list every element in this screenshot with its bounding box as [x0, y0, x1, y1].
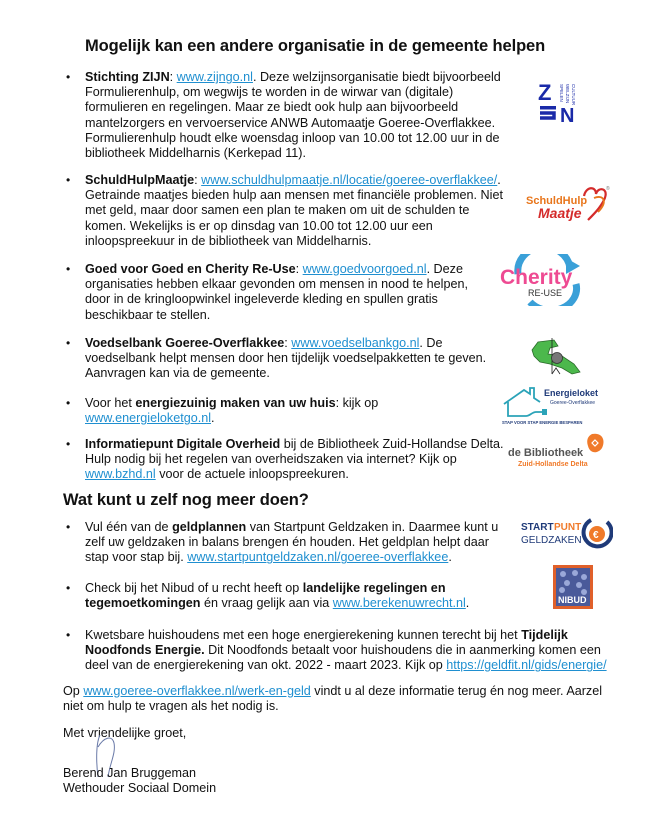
org-name: Informatiepunt Digitale Overheid	[85, 437, 281, 451]
section-heading-self-help: Wat kunt u zelf nog meer doen?	[63, 491, 309, 509]
svg-text:NIBUD: NIBUD	[558, 595, 587, 605]
svg-text:STAP VOOR STAP ENERGIE BESPARE: STAP VOOR STAP ENERGIE BESPAREN	[502, 420, 583, 425]
svg-text:PUNT: PUNT	[554, 522, 582, 533]
closing-paragraph: Op www.goeree-overflakkee.nl/werk-en-geld vindt u al deze informatie terug én nog meer. Aarzel niet om hulp te vragen als het nodig is.	[63, 684, 603, 714]
svg-text:GELDZAKEN: GELDZAKEN	[521, 535, 582, 546]
list-item-informatiepunt: • Informatiepunt Digitale Overheid bij de Bibliotheek Zuid-Hollandse Delta. Hulp nodig bij het regelen van overheidszaken via internet? Kijk op www.bzhd.nl voor de actuele inloopspreekuren.	[66, 437, 504, 482]
section-heading-organisations: Mogelijk kan een andere organisatie in de gemeente helpen	[85, 37, 546, 55]
org-name: Voedselbank Goeree-Overflakkee	[85, 336, 285, 350]
cherity-reuse-logo	[500, 254, 586, 306]
nibud-logo	[553, 565, 593, 609]
link-berekenuwrecht[interactable]: www.berekenuwrecht.nl	[332, 596, 466, 611]
link-goeree-overflakkee-werk-en-geld[interactable]: www.goeree-overflakkee.nl/werk-en-geld	[83, 684, 311, 698]
link-geldfit[interactable]: https://geldfit.nl/gids/energie/	[446, 658, 607, 673]
list-item-schuldhulpmaatje: • SchuldHulpMaatje: www.schuldhulpmaatje.nl/locatie/goeree-overflakkee/. Getrainde maatjes bieden hulp aan mensen met financiële problemen. Niet met geld, maar door samen een plan te maken om uit de schulden te komen. Wekelijks is er op dinsdag van 10.00 tot 12.00 uur een inloopspreekuur in de bibliotheek van Middelharnis.	[66, 173, 503, 248]
svg-text:CULTUUR: CULTUUR	[571, 84, 576, 106]
link-energieloketgo[interactable]: www.energieloketgo.nl	[85, 411, 212, 426]
link-bzhd[interactable]: www.bzhd.nl	[85, 467, 156, 482]
svg-text:Energieloket: Energieloket	[544, 388, 599, 398]
list-item-nibud: • Check bij het Nibud of u recht heeft op landelijke regelingen en tegemoetkomingen én vraag gelijk aan via www.berekenuwrecht.nl.	[66, 581, 470, 611]
org-name: Goed voor Goed en Cherity Re-Use	[85, 262, 296, 276]
link-voedselbankgo[interactable]: www.voedselbankgo.nl	[291, 336, 420, 350]
org-name: SchuldHulpMaatje	[85, 173, 195, 187]
link-zijngo[interactable]: www.zijngo.nl	[176, 70, 253, 84]
signer-name: Berend Jan Bruggeman	[63, 766, 197, 780]
svg-text:€: €	[593, 530, 599, 541]
link-schuldhulpmaatje[interactable]: www.schuldhulpmaatje.nl/locatie/goeree-overflakkee/	[201, 173, 498, 187]
svg-text:START: START	[521, 522, 554, 533]
svg-text:de Bibliotheek: de Bibliotheek	[508, 447, 584, 459]
greeting: Met vriendelijke groet,	[63, 726, 187, 740]
bullet: •	[66, 70, 71, 84]
svg-text:Z: Z	[538, 80, 552, 105]
list-item-voedselbank: • Voedselbank Goeree-Overflakkee: www.voedselbankgo.nl. De voedselbank helpt mensen door hen tijdelijk voedselpakketten te geven. Aanvragen kan via de gemeente.	[66, 336, 487, 381]
link-goedvoorgoed[interactable]: www.goedvoorgoed.nl	[302, 262, 427, 276]
list-item-noodfonds-energie: • Kwetsbare huishoudens met een hoge energierekening kunnen terecht bij het Tijdelijk Noodfonds Energie. Dit Noodfonds betaalt voor huishoudens die in aanmerking komen een deel van de energierekening van okt. 2022 - maart 2023. Kijk op https://geldfit.nl/gids/energie/	[66, 628, 607, 673]
bibliotheek-logo	[506, 432, 616, 470]
svg-text:SPELEN: SPELEN	[559, 84, 564, 102]
svg-text:Goeree-Overflakkee: Goeree-Overflakkee	[550, 400, 596, 406]
energieloket-logo	[500, 384, 615, 426]
list-item-stichting-zijn: • Stichting ZIJN: www.zijngo.nl. Deze welzijnsorganisatie biedt bijvoorbeeld Formulierenhulp, om wegwijs te worden in de wirwar van (digitale) formulieren en regelingen. Maar ze biedt ook hulp aan bijvoorbeeld mantelzorgers en vervoerservice ANWB Automaatje Goeree-Overflakkee. Formulierenhulp houdt elke woensdag inloop van 10.00 tot 12.00 uur in de bibliotheek Middelharnis (Kerkepad 11).	[66, 70, 501, 161]
svg-text:Zuid-Hollandse Delta: Zuid-Hollandse Delta	[518, 461, 588, 468]
org-name: energiezuinig maken van uw huis	[135, 396, 336, 410]
voedselbank-logo	[528, 336, 588, 378]
list-item-geldplannen: • Vul één van de geldplannen van Startpunt Geldzaken in. Daarmee kunt u zelf uw geldzaken in balans brengen én houden. Het geldplan helpt daar stap voor stap bij. www.startpuntgeldzaken.nl/goeree-overflakkee.	[66, 520, 499, 565]
svg-text:N: N	[560, 105, 575, 124]
svg-text:®: ®	[606, 186, 610, 192]
svg-text:Maatje: Maatje	[538, 205, 582, 221]
startpunt-geldzaken-logo	[521, 516, 613, 552]
svg-text:Cherity: Cherity	[500, 266, 573, 289]
signer-title: Wethouder Sociaal Domein	[63, 781, 217, 795]
link-startpuntgeldzaken[interactable]: www.startpuntgeldzaken.nl/goeree-overflakkee	[187, 550, 449, 565]
list-item-energieloket: • Voor het energiezuinig maken van uw huis: kijk op www.energieloketgo.nl.	[66, 396, 379, 426]
list-item-goed-voor-goed: • Goed voor Goed en Cherity Re-Use: www.goedvoorgoed.nl. Deze organisaties hebben elkaar gevonden om mensen in nood te helpen, door in de kringloopwinkel ingeleverde kleding en spullen gratis beschikbaar te stellen.	[66, 262, 468, 322]
svg-text:WELZIJN: WELZIJN	[565, 84, 570, 104]
svg-text:RE-USE: RE-USE	[528, 288, 563, 298]
zijn-logo	[538, 80, 600, 124]
svg-text:SchuldHulp: SchuldHulp	[526, 195, 588, 207]
schuldhulpmaatje-logo	[524, 184, 614, 224]
org-name: Stichting ZIJN	[85, 70, 170, 84]
